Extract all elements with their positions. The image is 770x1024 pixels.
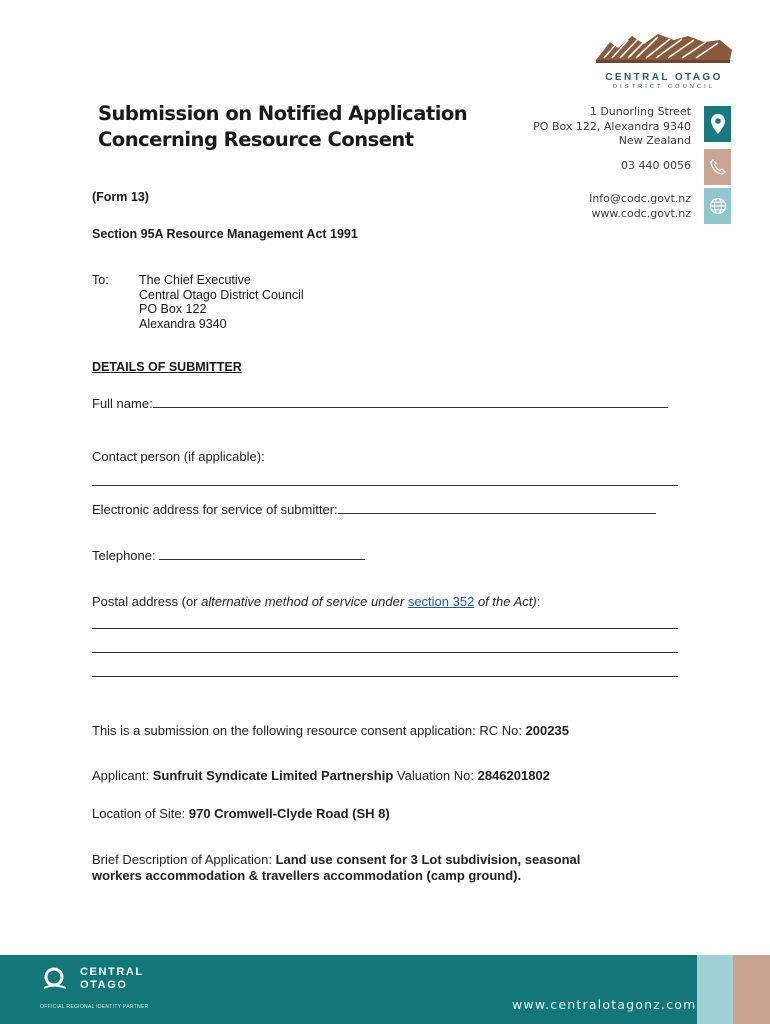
postal-paren: (or <box>181 594 198 609</box>
application-intro <box>92 723 569 738</box>
logo-wordmark: CENTRAL OTAGO <box>605 72 723 83</box>
details-heading: DETAILS OF SUBMITTER <box>92 360 242 374</box>
page-title <box>98 101 467 153</box>
address-line-1: 1 Dunorling Street <box>589 105 691 118</box>
postal-italic: alternative method of service under <box>201 594 405 609</box>
electronic-address-line[interactable] <box>338 513 656 514</box>
full-name-label: Full name: <box>92 396 153 411</box>
contact-email: Info@codc.govt.nz <box>589 192 691 205</box>
phone-icon <box>704 149 731 185</box>
central-otago-brand-icon <box>40 966 70 992</box>
location-pin-icon <box>704 106 731 142</box>
postal-colon: : <box>536 594 541 609</box>
rc-number: 200235 <box>525 723 569 738</box>
globe-icon <box>704 188 731 224</box>
telephone-line[interactable] <box>159 559 365 560</box>
location-value: 970 Cromwell-Clyde Road (SH 8) <box>188 806 390 821</box>
telephone-field[interactable] <box>92 548 365 563</box>
electronic-address-label: Electronic address for service of submitter: <box>92 502 338 517</box>
applicant-row <box>92 768 550 783</box>
location-row <box>92 806 390 821</box>
cdc-logo-mountains <box>592 30 734 70</box>
footer-partner-text: OFFICIAL REGIONAL IDENTITY PARTNER <box>40 1004 149 1010</box>
postal-italic-end: of the Act) <box>477 594 537 609</box>
application-intro-text: This is a submission on the following resource consent application: RC No: <box>92 723 522 738</box>
logo-subtitle: DISTRICT COUNCIL <box>612 84 716 90</box>
description-line-1: Land use consent for 3 Lot subdivision, seasonal <box>275 852 581 867</box>
applicant-name: Sunfruit Syndicate Limited Partnership <box>152 768 394 783</box>
to-label: To: <box>92 273 109 287</box>
postal-address-line-3[interactable] <box>92 676 678 677</box>
recipient-address <box>139 273 304 331</box>
footer-band-tan <box>733 955 770 1024</box>
telephone-label: Telephone: <box>92 548 156 563</box>
valuation-number: 2846201802 <box>477 768 550 783</box>
contact-online <box>589 192 691 221</box>
section-352-link[interactable]: section 352 <box>407 594 475 609</box>
contact-website: www.codc.govt.nz <box>591 206 691 220</box>
contact-phone: 03 440 0056 <box>621 159 691 172</box>
electronic-address-field[interactable] <box>92 502 656 517</box>
address-line-3: New Zealand <box>618 134 691 147</box>
location-label: Location of Site: <box>92 806 186 821</box>
postal-address-line-1[interactable] <box>92 628 678 629</box>
recipient-line-3: PO Box 122 <box>139 302 207 316</box>
recipient-line-1: The Chief Executive <box>139 273 251 287</box>
recipient-line-4: Alexandra 9340 <box>139 316 227 331</box>
description-label: Brief Description of Application: <box>92 852 272 867</box>
postal-label: Postal address <box>92 594 178 609</box>
contact-person-line[interactable] <box>92 485 678 486</box>
footer-brand-name <box>80 966 144 992</box>
act-reference: Section 95A Resource Management Act 1991 <box>92 227 358 241</box>
full-name-field[interactable] <box>92 396 668 411</box>
valuation-label: Valuation No: <box>396 768 474 783</box>
form-number: (Form 13) <box>92 190 149 204</box>
postal-address-line-2[interactable] <box>92 652 678 653</box>
address-line-2: PO Box 122, Alexandra 9340 <box>533 119 691 133</box>
contact-address <box>533 105 691 149</box>
title-line-1: Submission on Notified Application <box>98 102 468 125</box>
footer-brand-line-2: OTAGO <box>80 979 128 991</box>
footer-band-light <box>697 955 733 1024</box>
recipient-line-2: Central Otago District Council <box>139 287 304 302</box>
postal-address-label <box>92 594 540 609</box>
description-line-2: workers accommodation & travellers accommodation (camp ground). <box>92 868 522 883</box>
footer-brand-line-1: CENTRAL <box>80 966 144 978</box>
title-line-2: Concerning Resource Consent <box>98 128 414 151</box>
applicant-label: Applicant: <box>92 768 150 783</box>
full-name-line[interactable] <box>153 407 668 408</box>
footer-url[interactable]: www.centralotagonz.com <box>512 997 697 1012</box>
contact-person-label: Contact person (if applicable): <box>92 449 265 464</box>
description-block <box>92 852 580 884</box>
